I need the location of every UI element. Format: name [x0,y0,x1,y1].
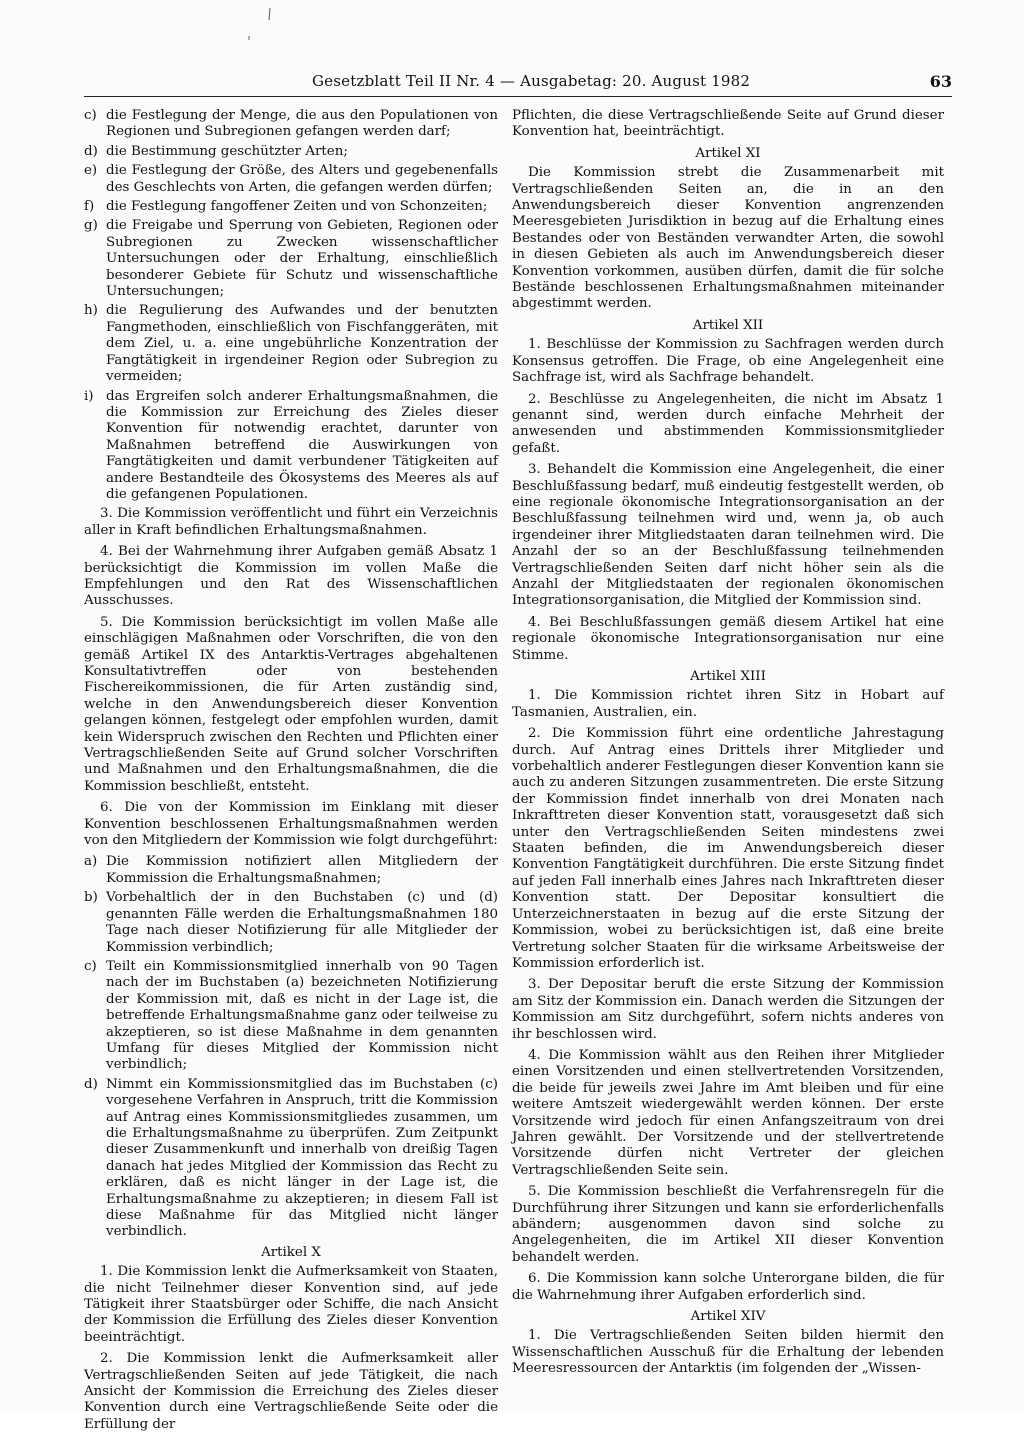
article-paragraph: 5. Die Kommission beschließt die Verfahrensregeln für die Durchführung ihrer Sitzungen und kann sie erforderlichenfalls abändern; ausgenommen davon sind solche zu Angelegenheiten, die im Artikel XII dieser Konvention behandelt werden. [512,1184,944,1265]
list-marker: c) [84,108,97,123]
list-marker: c) [84,958,97,974]
article-paragraph: 3. Behandelt die Kommission eine Angelegenheit, die einer Beschlußfassung bedarf, muß eindeutig festgestellt werden, ob eine regionale ökonomische Integrationsorganisation an der Beschlußfassung teilnehmen wird und, wenn ja, ob auch irgendeiner ihrer Mitgliedstaaten daran teilnehmen wird. Die Anzahl der so an der Beschlußfassung teilnehmenden Vertragschließenden Seiten darf nicht höher sein als die Anzahl der Mitgliedstaaten der regionalen ökonomischen Integrationsorganisation, die Mitglied der Kommission sind. [512,462,944,609]
list-item [84,144,498,160]
article-paragraph: 1. Die Kommission lenkt die Aufmerksamkeit von Staaten, die nicht Teilnehmer dieser Konvention sind, auf jede Tätigkeit ihrer Staatsbürger oder Schiffe, die nach Ansicht der Kommission die Erfüllung des Zieles dieser Konvention beeinträchtigt. [84,1264,498,1345]
list-item [84,890,498,956]
list-marker: g) [84,218,98,234]
header-title: Gesetzblatt Teil II Nr. 4 — Ausgabetag: 20. August 1982 [312,72,751,90]
article-paragraph: 1. Beschlüsse der Kommission zu Sachfragen werden durch Konsensus getroffen. Die Frage, ob eine Angelegenheit eine Sachfrage ist, wird als Sachfrage behandelt. [512,337,944,386]
header-rule [84,96,952,97]
list-marker: b) [84,890,98,906]
list-item [84,199,498,215]
left-column [84,108,498,1438]
list-text: die Freigabe und Sperrung von Gebieten, Regionen oder Subregionen zu Zwecken wissenschaftlicher Untersuchungen oder der Erhaltung, einschließlich besonderer Gebiete für Schutz und wissenschaftliche Untersuchungen; [106,218,498,300]
article-paragraph: 1. Die Vertragschließenden Seiten bilden hiermit den Wissenschaftlichen Ausschuß für die Erhaltung der lebenden Meeresressourcen der Antarktis (im folgenden der „Wissen- [512,1328,944,1377]
article-paragraph: 4. Die Kommission wählt aus den Reihen ihrer Mitglieder einen Vorsitzenden und einen stellvertretenden Vorsitzenden, die beide für jeweils zwei Jahre im Amt bleiben und für eine weitere Amtszeit wiedergewählt werden können. Der erste Vorsitzende wird jedoch für einen Anfangszeitraum von drei Jahren gewählt. Der Vorsitzende und der stellvertretende Vorsitzende dürfen nicht Vertreter der gleichen Vertragschließenden Seite sein. [512,1047,944,1178]
article-paragraph: 4. Bei Beschlußfassungen gemäß diesem Artikel hat eine regionale ökonomische Integrationsorganisation nur eine Stimme. [512,614,944,663]
list-item [84,389,498,504]
article-paragraph: 2. Die Kommission führt eine ordentliche Jahrestagung durch. Auf Antrag eines Drittels ihrer Mitglieder und vorbehaltlich anderer Festlegungen dieser Konvention kann sie auch zu anderen Sitzungen zusammentreten. Die erste Sitzung der Kommission findet innerhalb von drei Monaten nach Inkrafttreten dieser Konvention statt, vorausgesetzt daß sich unter den Vertragschließenden Seiten mindestens zwei Staaten befinden, die im Anwendungsbereich dieser Konvention Fangtätigkeit durchführen. Die erste Sitzung findet auf jeden Fall innerhalb eines Jahres nach Inkrafttreten dieser Konvention statt. Der Depositar konsultiert die Unterzeichnerstaaten in bezug auf die erste Sitzung der Kommission, wobei zu berücksichtigen ist, daß eine breite Vertretung solcher Staaten für die wirksame Arbeitsweise der Kommission erforderlich ist. [512,726,944,971]
list-item [84,218,498,300]
article-paragraph: 2. Beschlüsse zu Angelegenheiten, die nicht im Absatz 1 genannt sind, werden durch einfache Mehrheit der anwesenden und abstimmenden Kommissionsmitglieder gefaßt. [512,391,944,456]
list-text: Die Kommission notifiziert allen Mitgliedern der Kommission die Erhaltungsmaßnahmen; [106,854,498,886]
article-heading: Artikel XIII [690,669,766,684]
article-paragraph: Die Kommission strebt die Zusammenarbeit mit Vertragschließenden Seiten an, die in an den Anwendungsbereich dieser Konvention angrenzenden Meeresgebieten Jurisdiktion in bezug auf die Erhaltung eines Bestandes oder von Beständen verwandter Arten, die sowohl in diesen Gebieten als auch im Anwendungsbereich dieser Konvention vorkommen, ausüben dürfen, damit die für solche Bestände beschlossenen Erhaltungsmaßnahmen miteinander abgestimmt werden. [512,165,944,312]
list-text: die Festlegung fangoffener Zeiten und von Schonzeiten; [106,199,488,215]
list-text: die Regulierung des Aufwandes und der benutzten Fangmethoden, einschließlich von Fischfanggeräten, mit dem Ziel, u. a. eine ungebührliche Konzentration der Fangtätigkeit in irgendeiner Region oder Subregion zu vermeiden; [106,303,498,385]
list-marker: a) [84,854,98,870]
list-marker: f) [84,199,95,215]
list-item [84,303,498,385]
paragraph-3: 3. Die Kommission veröffentlicht und führt ein Verzeichnis aller in Kraft befindlichen Erhaltungsmaßnahmen. [84,506,498,538]
paragraph-6: 6. Die von der Kommission im Einklang mit dieser Konvention beschlossenen Erhaltungsmaßnahmen werden von den Mitgliedern der Kommission wie folgt durchgeführt: [84,800,498,849]
article-heading: Artikel XI [695,145,761,161]
continuation-text: Pflichten, die diese Vertragschließende Seite auf Grund dieser Konvention hat, beeinträchtigt. [512,108,944,140]
list-text: Nimmt ein Kommissionsmitglied das im Buchstaben (c) vorgesehene Verfahren in Anspruch, tritt die Kommission auf Antrag eines Kommissionsmitgliedes zusammen, um die Erhaltungsmaßnahme zu überprüfen. Zum Zeitpunkt dieser Zusammenkunft und innerhalb von dreißig Tagen danach hat jedes Mitglied der Kommission das Recht zu erklären, daß es nicht länger in der Lage ist, die Erhaltungsmaßnahme zu akzeptieren; in diesem Fall ist diese Maßnahme für das Mitglied nicht länger verbindlich. [106,1076,498,1240]
scan-speck [269,8,270,20]
article-heading: Artikel XIV [690,1309,766,1325]
list-text: das Ergreifen solch anderer Erhaltungsmaßnahmen, die die Kommission zur Erreichung des Zieles dieser Konvention für notwendig erachtet, darunter von Maßnahmen betreffend die Auswirkungen von Fangtätigkeiten und damit verbundener Tätigkeiten auf andere Bestandteile des Ökosystems des Meeres als auf die gefangenen Populationen. [106,388,498,502]
list-text: die Bestimmung geschützter Arten; [106,143,348,159]
article-heading: Artikel X [261,1244,321,1260]
list-item [84,163,498,196]
list-text: die Festlegung der Größe, des Alters und gegebenenfalls des Geschlechts von Arten, die gefangen werden dürfen; [106,163,498,195]
list-marker: e) [84,163,98,179]
list-marker: h) [84,303,98,319]
list-marker: d) [84,143,98,159]
right-column [512,108,944,1383]
paragraph-4: 4. Bei der Wahrnehmung ihrer Aufgaben gemäß Absatz 1 berücksichtigt die Kommission im vollen Maße die Empfehlungen und den Rat des Wissenschaftlichen Ausschusses. [84,544,498,609]
list-text: Vorbehaltlich der in den Buchstaben (c) und (d) genannten Fälle werden die Erhaltungsmaßnahmen 180 Tage nach dieser Notifizierung für alle Mitglieder der Kommission verbindlich; [106,890,498,955]
list-item [84,108,498,141]
list-marker: i) [84,388,94,404]
paragraph-5: 5. Die Kommission berücksichtigt im vollen Maße alle einschlägigen Maßnahmen oder Vorschriften, die von den gemäß Artikel IX des Antarktis-Vertrages abgehaltenen Konsultativtreffen oder von bestehenden Fischereikommissionen, die für Arten zuständig sind, welche in den Anwendungsbereich dieser Konvention gelangen können, festgelegt oder empfohlen wurden, damit kein Widerspruch zwischen den Rechten und Pflichten einer Vertragschließenden Seite auf Grund solcher Vorschriften und Maßnahmen und den Erhaltungsmaßnahmen, die die Kommission beschließt, entsteht. [84,614,498,794]
scan-marks [0,0,1024,60]
page-header [84,72,952,94]
article-paragraph: 2. Die Kommission lenkt die Aufmerksamkeit aller Vertragschließenden Seiten auf jede Tätigkeit, die nach Ansicht der Kommission die Erreichung des Zieles dieser Konvention durch eine Vertragschließende Seite oder die Erfüllung der [84,1351,498,1432]
list-marker: d) [84,1076,98,1092]
list-item [84,959,498,1074]
list-item [84,854,498,887]
list-item [84,1077,498,1241]
article-paragraph: 1. Die Kommission richtet ihren Sitz in Hobart auf Tasmanien, Australien, ein. [512,688,944,720]
list-text: die Festlegung der Menge, die aus den Populationen von Regionen und Subregionen gefangen werden darf; [106,108,498,140]
article-paragraph: 3. Der Depositar beruft die erste Sitzung der Kommission am Sitz der Kommission ein. Danach werden die Sitzungen der Kommission am Sitz durchgeführt, sofern nichts anderes von ihr beschlossen wird. [512,977,944,1042]
article-heading: Artikel XII [692,317,764,333]
page-number: 63 [929,72,952,91]
article-paragraph: 6. Die Kommission kann solche Unterorgane bilden, die für die Wahrnehmung ihrer Aufgaben erforderlich sind. [512,1271,944,1303]
list-text: Teilt ein Kommissionsmitglied innerhalb von 90 Tagen nach der im Buchstaben (a) bezeichneten Notifizierung der Kommission mit, daß es nicht in der Lage ist, die betreffende Erhaltungsmaßnahme ganz oder teilweise zu akzeptieren, so ist diese Maßnahme in dem genannten Umfang für dieses Mitglied der Kommission nicht verbindlich; [106,958,498,1073]
